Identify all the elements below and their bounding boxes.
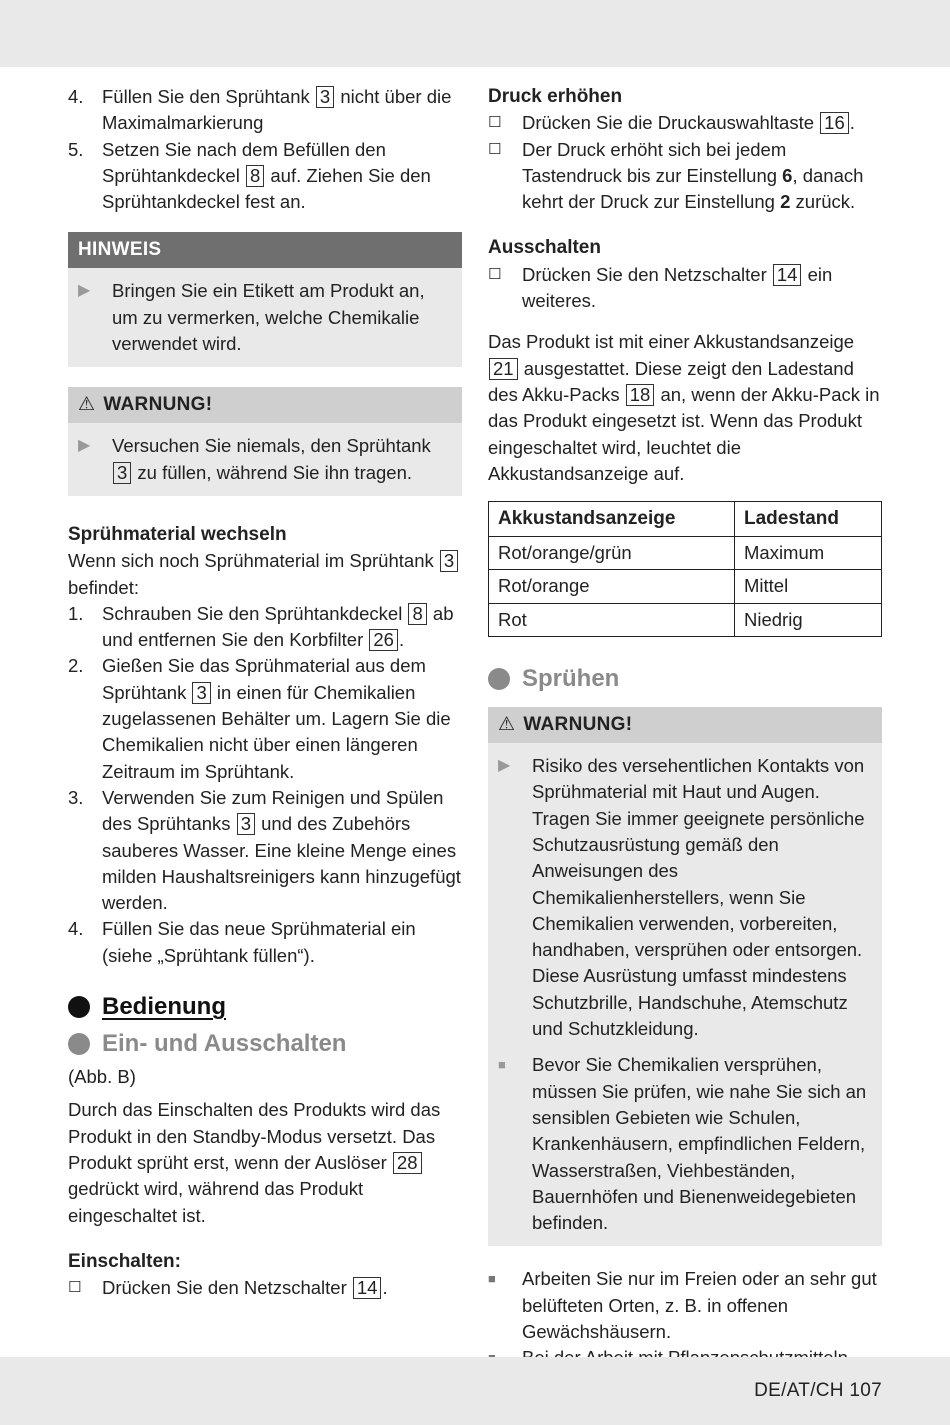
- part-ref: 16: [820, 112, 849, 134]
- filled-square-icon: ■: [488, 1271, 496, 1287]
- einschalten-section: Einschalten: ☐ Drücken Sie den Netzschalter 14 .: [68, 1249, 462, 1302]
- section-spruehen: Sprühen: [488, 663, 882, 695]
- hinweis-title: HINWEIS: [68, 232, 462, 268]
- list-item: 3. Verwenden Sie zum Reinigen und Spülen des Sprühtanks 3 und des Zubehörs sauberes Wasser. Eine kleine Menge eines milden Haushaltsreinigers kann hinzugefügt werden.: [68, 786, 461, 914]
- empty-square-icon: ☐: [488, 140, 502, 158]
- table-row: Rot Niedrig: [489, 603, 882, 636]
- list-item: ■ Arbeiten Sie nur im Freien oder an sehr gut belüfteten Orten, z. B. in offenen Gewächshäusern.: [488, 1266, 882, 1345]
- druck-section: Druck erhöhen ☐ Drücken Sie die Druckauswahltaste 16 . ☐ Der Druck erhöht sich bei jedem Tastendruck bis zur Einstellung 6, danach kehrt der Druck zur Einstellung 2 zurück.: [488, 84, 882, 215]
- section-heading: Sprühmaterial wechseln: [68, 523, 287, 545]
- warning-title: WARNUNG!: [103, 394, 213, 416]
- filled-square-icon: ■: [498, 1057, 506, 1073]
- right-column: [488, 84, 882, 1398]
- triangle-right-icon: ▶: [498, 757, 511, 775]
- section-heading: Einschalten:: [68, 1250, 181, 1272]
- table-row: Rot/orange Mittel: [489, 570, 882, 603]
- part-ref: 8: [246, 165, 264, 187]
- bullet-dot-icon: [488, 668, 510, 690]
- part-ref: 21: [489, 358, 518, 380]
- warning-triangle-icon: ⚠: [78, 394, 96, 416]
- triangle-right-icon: ▶: [78, 437, 91, 455]
- list-item: 2. Gießen Sie das Sprühmaterial aus dem Sprühtank 3 in einen für Chemikalien zugelassenen Behälter um. Lagern Sie die Chemikalien nicht über einen längeren Zeitraum im Sprühtank.: [68, 655, 451, 782]
- part-ref: 8: [408, 603, 426, 625]
- fill-steps: [68, 84, 462, 215]
- akku-paragraph: Das Produkt ist mit einer Akkustandsanzeige 21 ausgestattet. Diese zeigt den Ladestand des Akku-Packs 18 an, wenn der Akku-Pack in das Produkt eingesetzt ist. Wenn das Produkt eingeschaltet wird, leuchtet die Akkustandsanzeige auf.: [488, 331, 880, 484]
- warning-box: ⚠ WARNUNG! ▶ Risiko des versehentlichen Kontakts von Sprühmaterial mit Haut und Augen. Tragen Sie immer geeignete persönliche Schutzausrüstung gemäß den Anweisungen des Chemikalienherstellers, wenn Sie Chemikalien verwenden, vorbereiten, handhaben, versprühen oder entsorgen. Diese Ausrüstung umfasst mindestens Schutzbrille, Handschuhe, Atemschutz und Schutzkleidung. ■ Bevor Sie Chemikalien versprühen, müssen Sie prüfen, wie nahe Sie sich an sensiblen Gebieten wie Schulen, Krankenhäusern, empfindlichen Feldern, Wasserstraßen, Viehbeständen, Bauernhöfen und Bienenweidegebieten befinden.: [488, 707, 882, 1246]
- part-ref: 14: [773, 264, 802, 286]
- bullet-dot-icon: [68, 996, 90, 1018]
- hinweis-box: HINWEIS ▶ Bringen Sie ein Etikett am Produkt an, um zu vermerken, welche Chemikalie verwendet wird.: [68, 232, 462, 367]
- empty-square-icon: ☐: [488, 114, 502, 132]
- part-ref: 3: [192, 682, 210, 704]
- page-number: DE/AT/CH 107: [754, 1380, 882, 1401]
- top-bar: [0, 0, 950, 67]
- empty-square-icon: ☐: [68, 1279, 82, 1297]
- triangle-right-icon: ▶: [78, 282, 91, 300]
- wechseln-section: Sprühmaterial wechseln Wenn sich noch Sprühmaterial im Sprühtank 3 befindet: 1. Schrauben Sie den Sprühtankdeckel 8 ab und entfernen Sie den Korbfilter 26 . 2. Gießen Sie das Sprühmaterial aus dem Sprühtank 3 in einen für Chemikalien zugelassenen Behälter um. Lagern Sie die Chemikalien nicht über einen längeren Zeitraum im Sprühtank. 3. Verwenden Sie zum Reinigen und Spülen des Sprühtanks 3 und des Zubehörs sauberes Wasser. Eine kleine Menge eines milden Haushaltsreinigers kann hinzugefügt werden. 4. Füllen Sie das neue Sprühmaterial ein (siehe „Sprühtank füllen“).: [68, 522, 462, 969]
- list-item: 5. Setzen Sie nach dem Befüllen den Sprühtankdeckel 8 auf. Ziehen Sie den Sprühtankdeckel fest an.: [68, 138, 431, 213]
- list-item: 1. Schrauben Sie den Sprühtankdeckel 8 ab und entfernen Sie den Korbfilter 26 .: [68, 602, 454, 651]
- section-heading: Druck erhöhen: [488, 86, 623, 107]
- part-ref: 3: [316, 86, 334, 108]
- list-item: 4. Füllen Sie das neue Sprühmaterial ein (siehe „Sprühtank füllen“).: [68, 918, 416, 966]
- part-ref: 14: [353, 1277, 382, 1299]
- section-ein-aus: Ein- und Ausschalten: [68, 1028, 462, 1060]
- bullet-dot-icon: [68, 1033, 90, 1055]
- warning-triangle-icon: ⚠: [498, 713, 516, 735]
- figure-ref: (Abb. B): [68, 1066, 136, 1088]
- part-ref: 28: [393, 1152, 422, 1174]
- empty-square-icon: ☐: [488, 265, 502, 283]
- warning-title: WARNUNG!: [523, 713, 633, 735]
- part-ref: 3: [440, 550, 458, 572]
- section-heading: Ausschalten: [488, 237, 601, 259]
- warning-box: ⚠ WARNUNG! ▶ Versuchen Sie niemals, den Sprühtank 3 zu füllen, während Sie ihn tragen.: [68, 387, 462, 496]
- list-item: 4. Füllen Sie den Sprühtank 3 nicht über die Maximalmarkierung: [68, 86, 452, 134]
- left-column: 4. Füllen Sie den Sprühtank 3 nicht über die Maximalmarkierung 5. Setzen Sie nach dem Befüllen den Sprühtankdeckel 8 auf. Ziehen Sie den Sprühtankdeckel fest an. HINWEIS ▶ Bringen Sie ein Etikett am Produkt an, um zu vermerken, welche Chemikalie verwendet wird. ⚠ WARNUNG! ▶ Versuchen Sie niemals, den Sprühtank 3 zu füllen, während Sie ihn tragen. Sprühmaterial wechseln Wenn sich noch Sprühmaterial im Sprühtank 3 befindet: 1. Schrauben Sie den Sprühtankdeckel 8 ab und entfernen Sie den Korbfilter 26 . 2. Gießen Sie das Sprühmaterial aus dem Sprühtank 3 in einen für Chemikalien zugelassenen Behälter um. Lagern Sie die Chemikalien nicht über einen längeren Zeitraum im Sprühtank. 3. Verwenden Sie zum Reinigen und Spülen des Sprühtanks 3 und des Zubehörs sauberes Wasser. Eine kleine Menge eines milden Haushaltsreinigers kann hinzugefügt werden. 4. Füllen Sie das neue Sprühmaterial ein (siehe „Sprühtank füllen“). Bedienung Ein- und Ausschalten (Abb. B) Durch das Einschalten des Produkts wird das Produkt in den Standby-Modus versetzt. Das Produkt sprüht erst, wenn der Auslöser 28 gedrückt wird, während das Produkt eingeschaltet ist. Einschalten: ☐ Drücken Sie den Netzschalter 14 .: [68, 84, 462, 1301]
- section-bedienung: Bedienung: [68, 991, 462, 1023]
- table-row: Rot/orange/grün Maximum: [489, 537, 882, 570]
- part-ref: 3: [113, 462, 131, 484]
- table-header-row: Akkustandsanzeige Ladestand: [489, 502, 882, 537]
- part-ref: 26: [369, 629, 398, 651]
- part-ref: 18: [626, 384, 655, 406]
- battery-table: [488, 501, 882, 637]
- ausschalten-section: Ausschalten ☐ Drücken Sie den Netzschalter 14 ein weiteres.: [488, 235, 882, 314]
- part-ref: 3: [237, 813, 255, 835]
